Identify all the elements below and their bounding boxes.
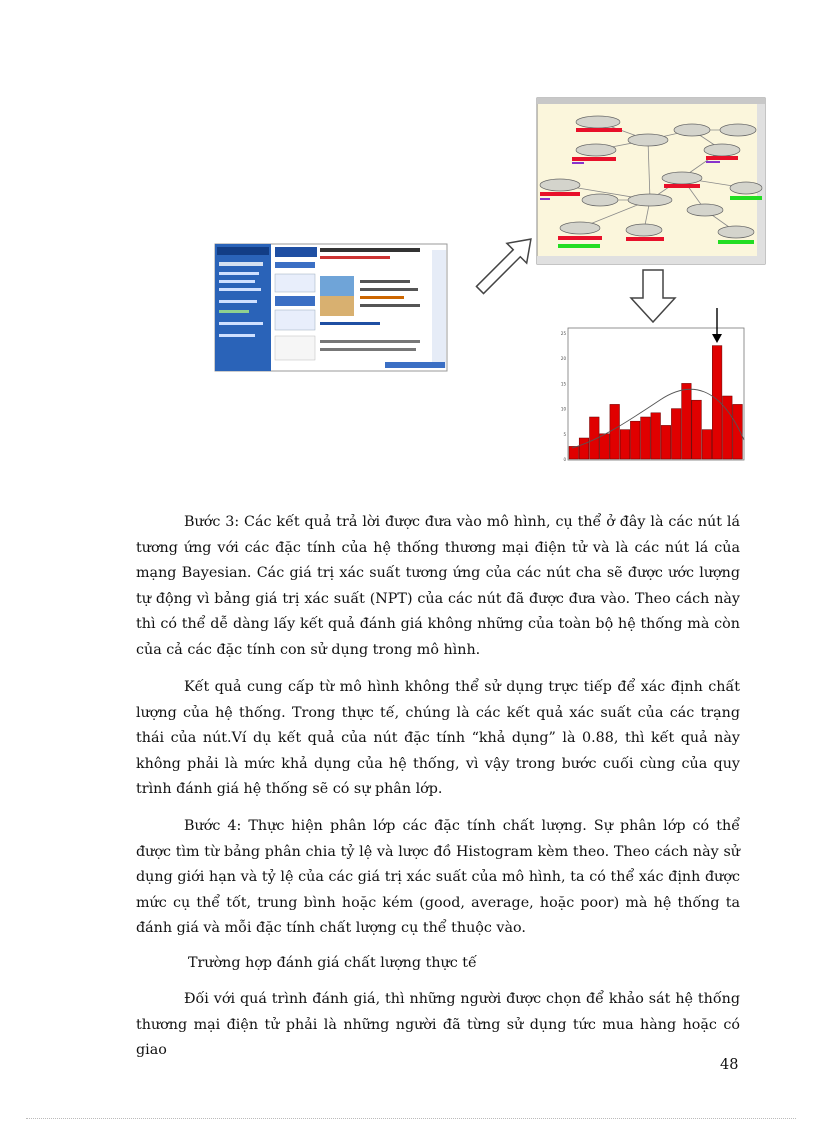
histogram-bar [692, 400, 702, 459]
y-tick-label: 10 [560, 406, 566, 412]
section-heading: Trường hợp đánh giá chất lượng thực tế [188, 955, 477, 971]
page-bottom-divider [26, 1118, 796, 1119]
histogram-bar [600, 434, 610, 459]
page-number: 48 [720, 1057, 739, 1073]
y-tick-label: 15 [560, 381, 566, 387]
histogram-bar [641, 417, 651, 459]
bayesian-network-image [537, 98, 765, 264]
histogram-bar [630, 421, 640, 459]
y-tick-label: 25 [560, 331, 566, 336]
histogram-bar [651, 413, 661, 459]
diagonal-arrow-icon [470, 229, 541, 300]
y-tick-label: 0 [563, 457, 566, 462]
paragraph-step-3: Bước 3: Các kết quả trả lời được đưa vào mô hình, cụ thể ở đây là các nút lá tương ứng với các đặc tính của hệ thống thương mại điện tử và là các nút lá của mạng Bayesian. Các giá trị xác suất tương ứng của các nút cha sẽ được ước lượng tự động vì bảng giá trị xác suất (NPT) của các nút đã được đưa vào. Theo cách này thì có thể dễ dàng lấy kết quả đánh giá không những của toàn bộ hệ thống mà còn của cả các đặc tính con sử dụng trong mô hình. [136, 514, 740, 658]
paragraph-step-4: Bước 4: Thực hiện phân lớp các đặc tính chất lượng. Sự phân lớp có thể được tìm từ bảng phân chia tỷ lệ và lược đồ Histogram kèm theo. Theo cách này sử dụng giới hạn và tỷ lệ của các giá trị xác suất của mô hình, ta có thể xác định được mức cụ thể tốt, trung bình hoặc kém (good, average, hoặc poor) mà hệ thống ta đánh giá và mỗi đặc tính chất lượng cụ thể thuộc vào. [136, 818, 740, 936]
histogram-bar [620, 430, 630, 459]
process-figure [0, 0, 816, 480]
histogram-bar [733, 404, 743, 459]
y-tick-label: 20 [560, 356, 566, 362]
histogram-bar [610, 404, 620, 459]
y-tick-label: 5 [563, 431, 566, 437]
down-arrow-icon [631, 270, 675, 322]
histogram-bar [723, 396, 733, 459]
paragraph-evaluation: Đối với quá trình đánh giá, thì những người được chọn để khảo sát hệ thống thương mại điện tử phải là những người đã từng sử dụng tức mua hàng hoặc có giao [136, 991, 740, 1058]
histogram-bar [702, 430, 712, 459]
histogram-bar [682, 383, 692, 459]
website-screenshot-image [215, 244, 447, 371]
histogram-bar [569, 446, 579, 459]
paragraph-results: Kết quả cung cấp từ mô hình không thể sử dụng trực tiếp để xác định chất lượng của hệ thống. Trong thực tế, chúng là các kết quả xác suất của các trạng thái của nút.Ví dụ kết quả của nút đặc tính “khả dụng” là 0.88, thì kết quả này không phải là mức khả dụng của hệ thống, vì vậy trong bước cuối cùng của quy trình đánh giá hệ thống sẽ có sự phân lớp. [136, 679, 740, 797]
histogram-bar [579, 438, 589, 459]
histogram-bar [671, 409, 681, 459]
histogram-chart [561, 308, 744, 462]
histogram-bar [661, 425, 671, 459]
